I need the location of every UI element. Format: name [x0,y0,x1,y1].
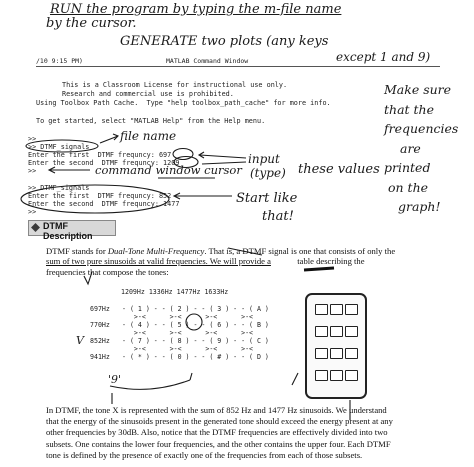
keypad-key [330,326,343,337]
file-name-arrow [100,136,118,143]
instruction-line-1: RUN the program by typing the m-file name [50,2,342,17]
table-separator: >-< >-< >-< >-< [122,329,254,337]
command-cursor-note: command window cursor [95,163,242,177]
console-prompt: >> [28,208,37,216]
intro-text: table describing the [297,256,365,267]
intro-text: sum of two pure sinusoids at valid frequencies. We will provide a [46,256,271,267]
keypad-key [330,304,343,315]
table-row-label: 697Hz [90,305,110,313]
instruction-line-2: by the cursor. [46,16,137,31]
that-note: that! [262,209,294,224]
table-row-keys: - ( 1 ) - - ( 2 ) - - ( 3 ) - - ( A ) [122,305,269,313]
mark-9-note: '9' [108,373,122,386]
side-note-line: Make sure [384,82,452,97]
console-command: >> DTMF_signals [28,143,90,151]
table-row-label: 770Hz [90,321,110,329]
table-row-keys: - ( 7 ) - - ( 8 ) - - ( 9 ) - - ( C ) [122,337,269,345]
start-like-note: Start like [236,191,298,206]
side-note-line: are [400,140,421,156]
console-input-2: Enter the second DTMF frequncy: 1209 [28,159,180,167]
console-prompt: >> [28,167,37,175]
freq-circle-1209 [174,157,198,168]
table-row-label: 941Hz [90,353,110,361]
table-column-headers [121,288,228,296]
console-input-2: Enter the second DTMF frequncy: 1477 [28,200,180,208]
section-heading: DTMF Description [43,221,93,241]
keypad-key [345,370,358,381]
phone-keypad-illustration [305,293,367,399]
section-heading-box [28,220,116,241]
input-arrow [200,155,246,158]
window-time: /10 9:15 PM) [36,57,83,65]
keypad-key [345,348,358,359]
table-row-label: 852Hz [90,337,110,345]
intro-paragraph [46,246,446,277]
table-row-keys: - ( * ) - - ( 0 ) - - ( # ) - - ( D ) [122,353,269,361]
column-header: 1336Hz [148,288,173,296]
console-input-1: Enter the first DTMF frequncy: 697 [28,151,172,159]
keypad-key [315,326,328,337]
keypad-key [345,326,358,337]
section-icon [31,223,40,232]
file-name-note: file name [120,129,177,143]
keypad-key [330,348,343,359]
license-line-1: This is a Classroom License for instructional use only. [62,81,288,89]
side-note-line: on the [388,179,429,195]
input-note: input [248,152,280,166]
side-note-line: that the [384,101,434,117]
column-header: 1633Hz [204,288,229,296]
table-separator: >-< >-< >-< >-< [122,345,254,353]
console-command: >> DTMF_signals [28,184,90,192]
command-circle [26,140,98,152]
table-separator: >-< >-< >-< >-< [122,313,254,321]
paragraph-line: tone is defined by the presence of exactly one of the frequencies from each of those subsets. [46,449,363,460]
side-note-line: printed [384,160,431,175]
started-line: To get started, select "MATLAB Help" from the Help menu. [36,117,266,125]
column-header: 1209Hz [121,288,145,296]
intro-emphasis: Dual-Tone Multi-Frequency [107,246,205,256]
window-title: MATLAB Command Window [166,57,249,65]
paragraph-line: subsets. One contains the lower four frequencies, and the other contains the upper four. Each DTMF [46,438,391,449]
table-bracket [110,380,190,389]
except-note: except 1 and 9) [336,50,431,64]
keypad-key [315,304,328,315]
keypad-key [315,348,328,359]
console-prompt: >> [28,135,37,143]
console-input-1: Enter the first DTMF frequncy: 852 [28,192,172,200]
license-line-2: Research and commercial use is prohibited. [62,90,234,98]
intro-text: DTMF stands for [46,246,108,256]
column-header: 1477Hz [176,288,201,296]
paragraph-line: that the energy of the sinusoids present in the generated tone should exceed the energy present at any [46,416,393,427]
generate-note: GENERATE two plots (any keys [120,34,329,49]
license-line-3: Using Toolbox Path Cache. Type "help toolbox_path_cache" for more info. [36,99,331,107]
dtmf-paragraph [46,405,472,461]
paragraph-line: In DTMF, the tone X is represented with the sum of 852 Hz and 1477 Hz sinusoids. We understand [46,405,387,415]
keypad-key [315,370,328,381]
check-mark-note: V [76,334,84,347]
session-oval [21,185,172,213]
input-type-note: (type) [250,166,286,180]
freq-circle-697 [173,149,193,160]
keypad-key [345,304,358,315]
table-row-keys: - ( 4 ) - - ( 5 ) - - ( 6 ) - - ( B ) [122,321,269,329]
intro-text: . That is, a DTMF signal is one that consists of only the [204,246,396,256]
keypad-key [330,370,343,381]
these-values-note: these values [298,162,380,177]
side-note-line: graph! [398,199,441,214]
side-note-line: frequencies [384,121,459,136]
paragraph-line: other frequencies by 30dB. Also, notice that the DTMF frequencies are effectively divided into two [46,427,388,438]
intro-text: frequencies that compose the tones: [46,266,169,277]
